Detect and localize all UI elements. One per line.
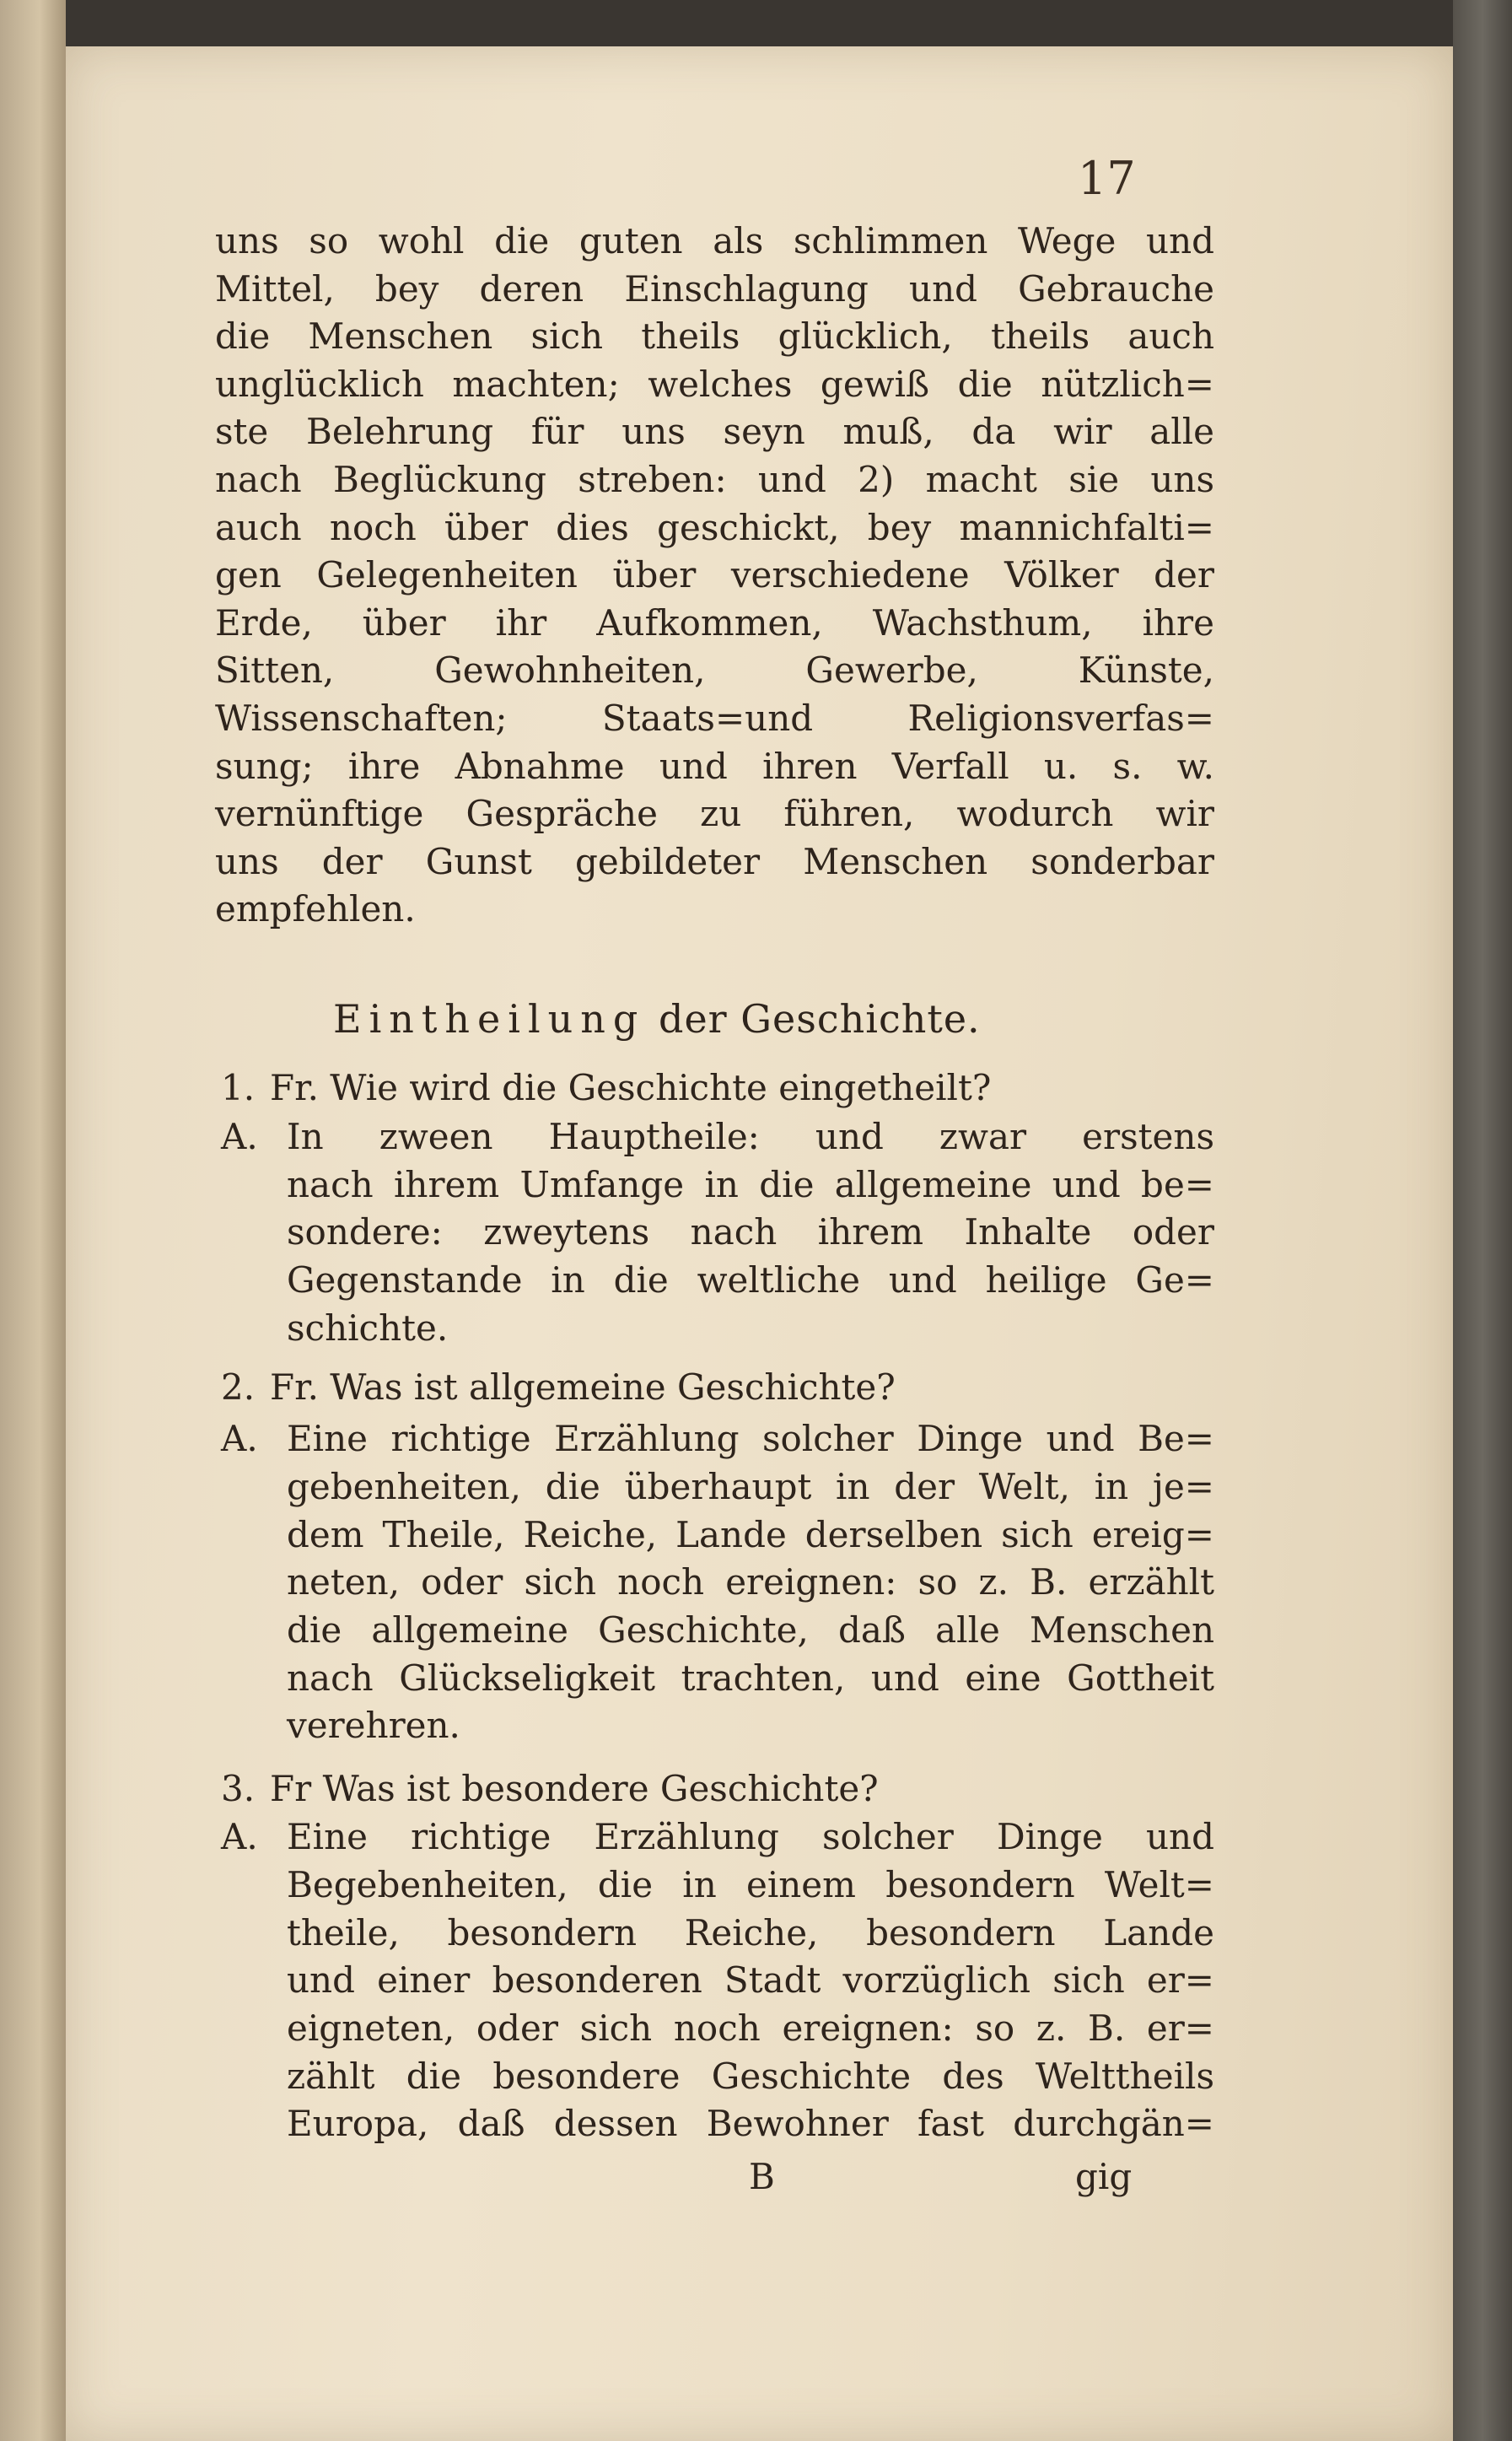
text-line: Erde, über ihr Aufkommen, Wachsthum, ihre [215,601,1214,644]
text-line: nach Beglückung streben: und 2) macht sie uns [215,458,1214,500]
answer-line: gebenheiten, die überhaupt in der Welt, in je= [287,1466,1214,1507]
answer-1-line [0,1305,1512,1353]
question-number: 3. [221,1768,256,1809]
answer-3-line [0,2053,1512,2101]
answer-line: schichte. [287,1307,449,1349]
answer-line: Eine richtige Erzählung solcher Dinge und [287,1816,1214,1857]
answer-3-line [0,1862,1512,1910]
answer-label: A. [221,1418,258,1459]
answer-3 [0,1813,1512,1862]
answer-2 [0,1415,1512,1463]
answer-line: sondere: zweytens nach ihrem Inhalte oder [287,1211,1214,1253]
answer-label: A. [221,1816,258,1857]
answer-1-line [0,1161,1512,1210]
answer-1-line [0,1257,1512,1305]
question-2 [0,1364,1512,1412]
answer-line: eigneten, oder sich noch ereignen: so z. B. er= [287,2007,1214,2049]
section-heading-spaced: Eintheilung [333,996,646,1042]
text-line: empfehlen. [215,888,416,930]
answer-2-line [0,1559,1512,1607]
answer-2-line [0,1463,1512,1511]
catchword: gig [1075,2156,1133,2197]
text-line: vernünftige Gespräche zu führen, wodurch wir [215,793,1214,835]
answer-3-line [0,1957,1512,2005]
text-line: uns so wohl die guten als schlimmen Wege und [215,220,1214,261]
text-line: die Menschen sich theils glücklich, theils auch [215,315,1214,358]
answer-line: zählt die besondere Geschichte des Welttheils [287,2056,1214,2097]
answer-line: neten, oder sich noch ereignen: so z. B. erzählt [287,1561,1214,1603]
question-text: Fr Was ist besondere Geschichte? [270,1768,879,1809]
question-text: Fr. Was ist allgemeine Geschichte? [270,1366,896,1408]
answer-line: verehren. [287,1705,460,1746]
text-line: Mittel, bey deren Einschlagung und Gebrauche [215,267,1214,310]
text-line: unglücklich machten; welches gewiß die nützlich= [215,363,1214,405]
text-line: gen Gelegenheiten über verschiedene Völker der [215,554,1214,596]
answer-line: Eine richtige Erzählung solcher Dinge und Be= [287,1418,1214,1459]
intro-paragraph [215,218,1214,934]
text-line: auch noch über dies geschickt, bey mannichfalti= [215,506,1214,548]
question-3 [0,1765,1512,1813]
answer-line: dem Theile, Reiche, Lande derselben sich ereig= [287,1514,1214,1555]
section-heading-rest: der Geschichte. [659,996,981,1042]
answer-line: Gegenstande in die weltliche und heilige Ge= [287,1259,1214,1301]
text-line: Wissenschaften; Staats=und Religionsverfas= [215,697,1214,739]
signature-mark: B [749,2156,775,2197]
answer-line: Europa, daß dessen Bewohner fast durchgän= [287,2103,1214,2144]
question-number: 1. [221,1067,256,1108]
answer-2-line [0,1702,1512,1750]
answer-line: Begebenheiten, die in einem besondern Welt= [287,1864,1214,1905]
answer-line: die allgemeine Geschichte, daß alle Menschen [287,1609,1214,1651]
answer-label: A. [221,1116,258,1157]
answer-3-line [0,2005,1512,2053]
answer-1 [0,1113,1512,1161]
answer-3-line [0,2100,1512,2148]
section-heading [333,996,981,1042]
answer-3-line [0,1910,1512,1958]
answer-line: In zween Hauptheile: und zwar erstens [287,1116,1214,1157]
text-line: sung; ihre Abnahme und ihren Verfall u. s. w. [215,745,1214,787]
text-line: Sitten, Gewohnheiten, Gewerbe, Künste, [215,649,1214,692]
answer-2-line [0,1607,1512,1655]
answer-2-line [0,1655,1512,1703]
page-number: 17 [1078,152,1136,205]
answer-line: und einer besonderen Stadt vorzüglich sich er= [287,1959,1214,2001]
answer-line: nach Glückseligkeit trachten, und eine Gottheit [287,1657,1214,1699]
question-text: Fr. Wie wird die Geschichte eingetheilt? [270,1067,992,1108]
text-line: uns der Gunst gebildeter Menschen sonderbar [215,840,1214,882]
question-number: 2. [221,1366,256,1408]
answer-1-line [0,1209,1512,1257]
question-1 [0,1064,1512,1113]
text-line: ste Belehrung für uns seyn muß, da wir alle [215,411,1214,453]
answer-line: theile, besondern Reiche, besondern Lande [287,1912,1214,1953]
answer-line: nach ihrem Umfange in die allgemeine und be= [287,1164,1214,1205]
answer-2-line [0,1511,1512,1560]
